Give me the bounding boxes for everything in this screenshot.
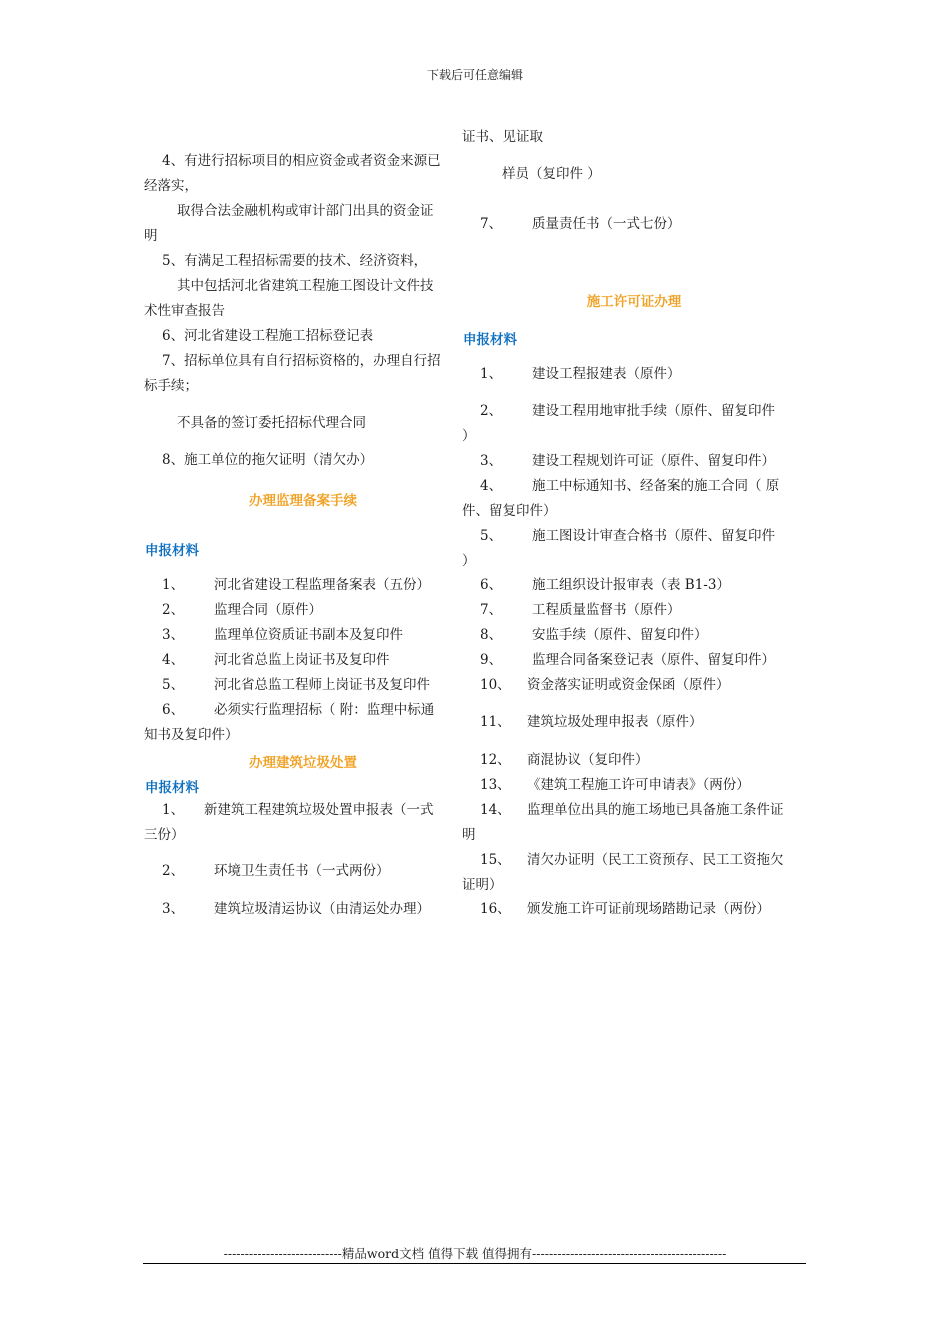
permit-item-6-number: 6、 xyxy=(480,577,503,593)
left-item5-line2: 其中包括河北省建筑工程施工图设计文件技 xyxy=(177,278,434,294)
waste-item-3-number: 3、 xyxy=(162,901,185,917)
permit-item-8-number: 8、 xyxy=(480,627,503,643)
left-item4-line2: 经落实， xyxy=(144,178,198,194)
supervision-item-1-text: 河北省建设工程监理备案表（五份） xyxy=(214,577,430,593)
left-item7-line3: 不具备的签订委托招标代理合同 xyxy=(177,415,366,431)
permit-heading: 施工许可证办理 xyxy=(586,294,682,310)
supervision-item-3-text: 监理单位资质证书副本及复印件 xyxy=(214,627,403,643)
permit-item-13-text: 《建筑工程施工许可申请表》（两份） xyxy=(527,777,750,793)
left-item8: 8、施工单位的拖欠证明（清欠办） xyxy=(162,452,374,468)
waste-item-1-text: 新建筑工程建筑垃圾处置申报表（一式 xyxy=(204,802,434,818)
permit-item-4-number: 4、 xyxy=(480,478,503,494)
supervision-item-2-number: 2、 xyxy=(162,602,185,618)
left-item5-line3: 术性审查报告 xyxy=(144,303,225,319)
permit-item-2-text: 建设工程用地审批手续（原件、留复印件 xyxy=(532,403,775,419)
page-footer: ----------------------------精品word文档 值得下载 值得拥有---------------------------------------------- xyxy=(223,1246,727,1261)
supervision-item-5-number: 5、 xyxy=(162,677,185,693)
permit-item-2-number: 2、 xyxy=(480,403,503,419)
left-item7-line2: 标手续； xyxy=(144,378,198,394)
supervision-item-6-text: 必须实行监理招标（ 附：监理中标通 xyxy=(214,702,435,718)
waste-item-1-number: 1、 xyxy=(162,802,185,818)
left-item6: 6、河北省建设工程施工招标登记表 xyxy=(162,328,374,344)
left-item4-line3: 取得合法金融机构或审计部门出具的资金证 xyxy=(177,203,434,219)
permit-item-14-text: 监理单位出具的施工场地已具备施工条件证 xyxy=(527,802,784,818)
right-item7-number: 7、 xyxy=(480,216,503,232)
permit-subheading: 申报材料 xyxy=(463,332,517,348)
permit-item-5-number: 5、 xyxy=(480,528,503,544)
permit-item-8-text: 安监手续（原件、留复印件） xyxy=(532,627,708,643)
left-item4-line4: 明 xyxy=(144,228,158,244)
permit-item-14-continuation: 明 xyxy=(462,827,476,843)
supervision-heading: 办理监理备案手续 xyxy=(249,493,357,509)
permit-item-15-number: 15、 xyxy=(480,852,511,868)
permit-item-9-text: 监理合同备案登记表（原件、留复印件） xyxy=(532,652,775,668)
supervision-item-6-number: 6、 xyxy=(162,702,185,718)
permit-item-16-number: 16、 xyxy=(480,901,511,917)
permit-item-11-number: 11、 xyxy=(480,714,511,730)
permit-item-1-text: 建设工程报建表（原件） xyxy=(532,366,681,382)
permit-item-14-number: 14、 xyxy=(480,802,511,818)
permit-item-13-number: 13、 xyxy=(480,777,511,793)
waste-item-3-text: 建筑垃圾清运协议（由清运处办理） xyxy=(214,901,430,917)
permit-item-12-text: 商混协议（复印件） xyxy=(527,752,649,768)
permit-item-6-text: 施工组织设计报审表（表 B1-3） xyxy=(532,577,730,593)
left-item7-line1: 7、招标单位具有自行招标资格的，办理自行招 xyxy=(162,353,441,369)
permit-item-3-text: 建设工程规划许可证（原件、留复印件） xyxy=(532,453,775,469)
supervision-item-4-text: 河北省总监上岗证书及复印件 xyxy=(214,652,390,668)
permit-item-5-text: 施工图设计审查合格书（原件、留复印件 xyxy=(532,528,775,544)
permit-item-10-text: 资金落实证明或资金保函（原件） xyxy=(527,677,730,693)
permit-item-4-text: 施工中标通知书、经备案的施工合同（ 原 xyxy=(532,478,780,494)
supervision-item-3-number: 3、 xyxy=(162,627,185,643)
permit-item-12-number: 12、 xyxy=(480,752,511,768)
permit-item-9-number: 9、 xyxy=(480,652,503,668)
waste-subheading: 申报材料 xyxy=(145,780,199,796)
page-header: 下载后可任意编辑 xyxy=(426,68,523,82)
permit-item-7-number: 7、 xyxy=(480,602,503,618)
permit-item-4-continuation: 件、留复印件） xyxy=(462,503,557,519)
permit-item-15-text: 清欠办证明（民工工资预存、民工工资拖欠 xyxy=(527,852,784,868)
permit-item-11-text: 建筑垃圾处理申报表（原件） xyxy=(527,714,703,730)
supervision-item-5-text: 河北省总监工程师上岗证书及复印件 xyxy=(214,677,430,693)
permit-item-3-number: 3、 xyxy=(480,453,503,469)
supervision-item-1-number: 1、 xyxy=(162,577,185,593)
right-top-line2: 样员（复印件 ） xyxy=(502,166,601,182)
permit-item-1-number: 1、 xyxy=(480,366,503,382)
supervision-item-2-text: 监理合同（原件） xyxy=(214,602,322,618)
waste-item-2-text: 环境卫生责任书（一式两份） xyxy=(214,863,390,879)
right-item7-text: 质量责任书（一式七份） xyxy=(532,216,681,232)
left-item4-line1: 4、有进行招标项目的相应资金或者资金来源已 xyxy=(162,153,441,169)
permit-item-7-text: 工程质量监督书（原件） xyxy=(532,602,681,618)
right-top-line1: 证书、见证取 xyxy=(462,129,543,145)
permit-item-16-text: 颁发施工许可证前现场踏勘记录（两份） xyxy=(527,901,770,917)
supervision-item-6-continuation: 知书及复印件） xyxy=(144,727,239,743)
permit-item-10-number: 10、 xyxy=(480,677,511,693)
footer-rule xyxy=(143,1263,806,1264)
supervision-item-4-number: 4、 xyxy=(162,652,185,668)
permit-item-5-continuation: ） xyxy=(462,553,476,569)
left-item5-line1: 5、有满足工程招标需要的技术、经济资料， xyxy=(162,253,428,269)
permit-item-2-continuation: ） xyxy=(462,428,476,444)
waste-item-1-continuation: 三份） xyxy=(144,827,185,843)
waste-item-2-number: 2、 xyxy=(162,863,185,879)
permit-item-15-continuation: 证明） xyxy=(462,877,503,893)
waste-heading: 办理建筑垃圾处置 xyxy=(249,755,357,771)
supervision-subheading: 申报材料 xyxy=(145,543,199,559)
